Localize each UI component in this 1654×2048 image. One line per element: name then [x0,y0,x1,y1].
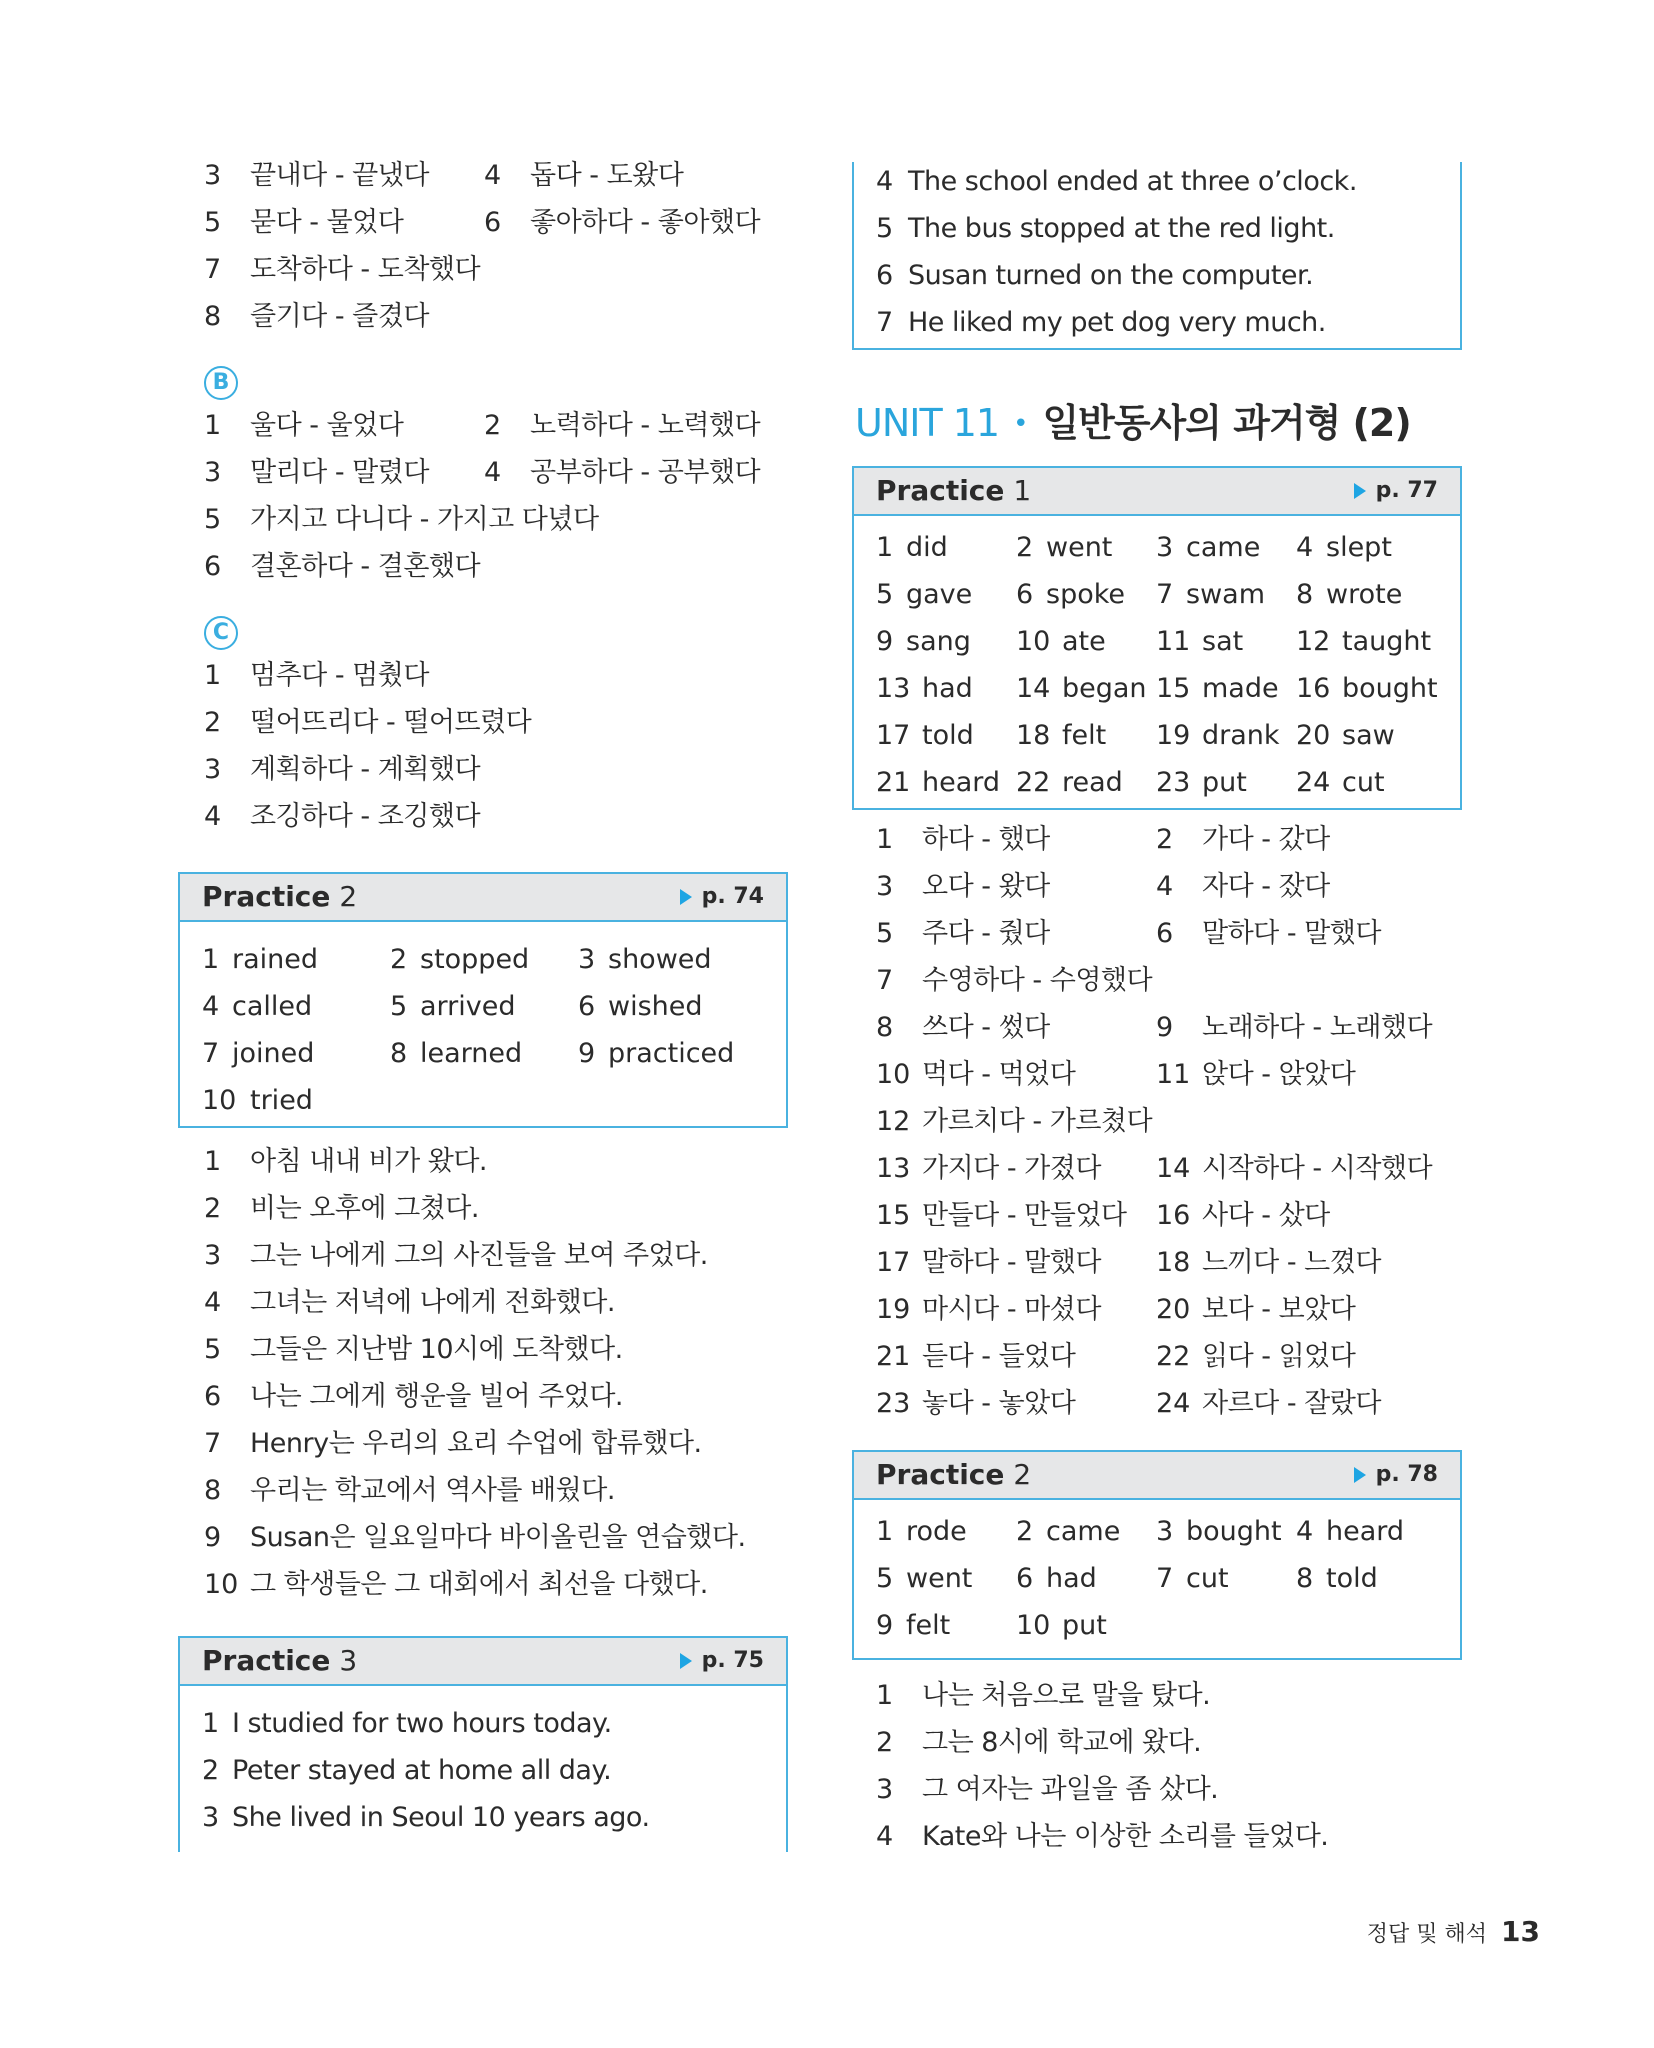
item-number: 1 [204,410,222,441]
footer-label: 정답 및 해석 [1366,1922,1488,1947]
answer-word: arrived [420,991,516,1022]
answer-word: rode [906,1516,967,1547]
answer-word: came [1046,1516,1121,1547]
item-number: 7 [876,307,894,338]
item-text: 아침 내내 비가 왔다. [250,1146,487,1177]
item-text: 그 학생들은 그 대회에서 최선을 다했다. [250,1569,708,1600]
item-number: 2 [1156,824,1174,855]
item-number: 7 [204,254,222,285]
item-text: 주다 - 줬다 [922,918,1050,949]
answer-number: 12 [1296,626,1331,657]
item-number: 24 [1156,1388,1191,1419]
answer-number: 4 [1296,1516,1314,1547]
answer-word: wrote [1326,579,1403,610]
answer-word: rained [232,944,319,975]
unit11-practice2-page-ref: p. 78 [1354,1452,1438,1498]
item-number: 4 [484,160,502,191]
play-arrow-icon [1354,483,1366,499]
item-number: 2 [484,410,502,441]
answer-number: 2 [1016,532,1034,563]
item-number: 9 [204,1522,222,1553]
item-number: 17 [876,1247,911,1278]
practice3-title: Practice 3 [202,1644,358,1677]
answer-number: 5 [876,1563,894,1594]
item-number: 13 [876,1153,911,1184]
item-number: 10 [204,1569,239,1600]
item-number: 8 [876,1012,894,1043]
answer-word: saw [1342,720,1395,751]
item-number: 3 [204,160,222,191]
answer-word: went [1046,532,1113,563]
item-text: 말리다 - 말렸다 [250,457,429,488]
item-text: I studied for two hours today. [232,1708,612,1739]
item-text: 끝내다 - 끝냈다 [250,160,429,191]
answer-number: 14 [1016,673,1051,704]
item-text: 우리는 학교에서 역사를 배웠다. [250,1475,615,1506]
answer-number: 5 [390,991,408,1022]
answer-word: practiced [608,1038,735,1069]
item-text: 읽다 - 읽었다 [1202,1341,1356,1372]
item-text: 조깅하다 - 조깅했다 [250,801,481,832]
answer-number: 6 [578,991,596,1022]
item-number: 11 [1156,1059,1191,1090]
item-text: 울다 - 울었다 [250,410,404,441]
item-text: 그들은 지난밤 10시에 도착했다. [250,1334,623,1365]
item-number: 7 [204,1428,222,1459]
item-number: 18 [1156,1247,1191,1278]
answer-number: 7 [1156,579,1174,610]
item-text: 마시다 - 마셨다 [922,1294,1101,1325]
answer-word: made [1202,673,1279,704]
item-text: 그녀는 저녁에 나에게 전화했다. [250,1287,615,1318]
answer-word: drank [1202,720,1280,751]
answer-number: 8 [1296,1563,1314,1594]
page-footer [1367,1915,1540,1948]
item-number: 6 [876,260,894,291]
item-text: 자르다 - 잘랐다 [1202,1388,1381,1419]
item-text: 쓰다 - 썼다 [922,1012,1050,1043]
item-text: 가다 - 갔다 [1202,824,1330,855]
item-text: 노래하다 - 노래했다 [1202,1012,1433,1043]
item-text: 먹다 - 먹었다 [922,1059,1076,1090]
item-number: 6 [484,207,502,238]
item-text: Susan은 일요일마다 바이올린을 연습했다. [250,1522,746,1553]
item-number: 2 [204,707,222,738]
play-arrow-icon [1354,1467,1366,1483]
answer-number: 10 [202,1085,237,1116]
answer-number: 13 [876,673,911,704]
item-text: 그는 나에게 그의 사진들을 보여 주었다. [250,1240,708,1271]
answer-number: 9 [578,1038,596,1069]
item-number: 4 [484,457,502,488]
answer-number: 11 [1156,626,1191,657]
item-text: 오다 - 왔다 [922,871,1050,902]
item-text: 사다 - 샀다 [1202,1200,1330,1231]
item-text: 수영하다 - 수영했다 [922,965,1153,996]
answer-word: wished [608,991,703,1022]
item-number: 1 [202,1708,220,1739]
item-number: 4 [876,166,894,197]
answer-number: 1 [202,944,220,975]
item-text: Kate와 나는 이상한 소리를 들었다. [922,1821,1329,1852]
answer-word: bought [1342,673,1438,704]
practice3-page-ref: p. 75 [680,1638,764,1684]
answer-number: 18 [1016,720,1051,751]
answer-number: 3 [1156,532,1174,563]
answer-number: 3 [1156,1516,1174,1547]
unit-title: UNIT 11 • 일반동사의 과거형 (2) [855,401,1411,445]
unit11-practice1-title: Practice 1 [876,474,1032,507]
answer-number: 20 [1296,720,1331,751]
item-number: 9 [1156,1012,1174,1043]
answer-number: 22 [1016,767,1051,798]
answer-word: put [1202,767,1247,798]
item-text: 놓다 - 놓았다 [922,1388,1076,1419]
item-number: 2 [876,1727,894,1758]
item-text: 하다 - 했다 [922,824,1050,855]
answer-word: went [906,1563,973,1594]
answer-number: 19 [1156,720,1191,751]
answer-word: stopped [420,944,530,975]
answer-word: came [1186,532,1261,563]
item-text: 떨어뜨리다 - 떨어뜨렸다 [250,707,532,738]
item-text: 말하다 - 말했다 [1202,918,1381,949]
answer-word: told [922,720,974,751]
answer-word: sang [906,626,971,657]
item-number: 3 [876,1774,894,1805]
answer-word: gave [906,579,973,610]
item-text: 느끼다 - 느꼈다 [1202,1247,1381,1278]
answer-word: had [922,673,973,704]
item-number: 2 [202,1755,220,1786]
item-text: 계획하다 - 계획했다 [250,754,481,785]
item-text: 도착하다 - 도착했다 [250,254,481,285]
answer-number: 2 [390,944,408,975]
item-text: 가지다 - 가졌다 [922,1153,1101,1184]
practice2-box [178,872,788,1128]
answer-word: called [232,991,313,1022]
item-text: 그 여자는 과일을 좀 샀다. [922,1774,1219,1805]
answer-number: 8 [390,1038,408,1069]
item-number: 6 [1156,918,1174,949]
item-number: 14 [1156,1153,1191,1184]
item-text: 결혼하다 - 결혼했다 [250,551,481,582]
answer-word: bought [1186,1516,1282,1547]
answer-word: told [1326,1563,1378,1594]
answer-word: cut [1186,1563,1229,1594]
section-b-label: B [204,366,238,400]
practice3-header [180,1638,786,1686]
item-number: 12 [876,1106,911,1137]
answer-word: read [1062,767,1123,798]
answer-word: put [1062,1610,1107,1641]
item-text: The bus stopped at the red light. [908,213,1335,244]
item-text: 묻다 - 물었다 [250,207,404,238]
item-number: 5 [204,207,222,238]
answer-word: spoke [1046,579,1126,610]
answer-number: 15 [1156,673,1191,704]
item-text: 나는 그에게 행운을 빌어 주었다. [250,1381,623,1412]
item-text: Susan turned on the computer. [908,260,1314,291]
item-text: 보다 - 보았다 [1202,1294,1356,1325]
answer-number: 23 [1156,767,1191,798]
item-number: 3 [204,1240,222,1271]
answer-number: 24 [1296,767,1331,798]
unit11-practice1-box [852,466,1462,810]
unit11-practice1-page-ref: p. 77 [1354,468,1438,514]
item-number: 20 [1156,1294,1191,1325]
answer-number: 10 [1016,1610,1051,1641]
answer-word: ate [1062,626,1106,657]
practice3-continued-box [852,162,1462,350]
item-number: 21 [876,1341,911,1372]
item-text: 가르치다 - 가르쳤다 [922,1106,1153,1137]
unit11-practice2-title: Practice 2 [876,1458,1032,1491]
play-arrow-icon [680,889,692,905]
answer-number: 4 [1296,532,1314,563]
item-number: 19 [876,1294,911,1325]
item-number: 1 [204,660,222,691]
answer-number: 1 [876,532,894,563]
item-number: 2 [204,1193,222,1224]
item-number: 7 [876,965,894,996]
practice3-box [178,1636,788,1852]
item-number: 4 [204,1287,222,1318]
answer-word: taught [1342,626,1432,657]
item-text: 멈추다 - 멈췄다 [250,660,429,691]
item-text: 말하다 - 말했다 [922,1247,1101,1278]
answer-word: did [906,532,948,563]
item-number: 4 [204,801,222,832]
answer-word: joined [232,1038,315,1069]
item-number: 8 [204,301,222,332]
answer-word: learned [420,1038,523,1069]
section-c-label: C [204,616,238,650]
item-number: 1 [876,1680,894,1711]
item-number: 3 [202,1802,220,1833]
item-text: 가지고 다니다 - 가지고 다녔다 [250,504,599,535]
item-number: 22 [1156,1341,1191,1372]
answer-number: 6 [1016,1563,1034,1594]
answer-number: 9 [876,626,894,657]
answer-word: swam [1186,579,1265,610]
item-number: 6 [204,1381,222,1412]
item-number: 23 [876,1388,911,1419]
item-text: 만들다 - 만들었다 [922,1200,1127,1231]
item-number: 5 [204,504,222,535]
answer-word: showed [608,944,712,975]
item-number: 3 [204,457,222,488]
item-number: 8 [204,1475,222,1506]
answer-number: 1 [876,1516,894,1547]
practice2-title: Practice 2 [202,880,358,913]
item-text: 그는 8시에 학교에 왔다. [922,1727,1202,1758]
item-number: 5 [204,1334,222,1365]
answer-number: 10 [1016,626,1051,657]
answer-word: began [1062,673,1147,704]
item-number: 1 [204,1146,222,1177]
answer-number: 7 [1156,1563,1174,1594]
item-number: 16 [1156,1200,1191,1231]
item-number: 15 [876,1200,911,1231]
page-number: 13 [1501,1915,1540,1948]
answer-word: slept [1326,532,1392,563]
answer-word: felt [1062,720,1107,751]
item-text: He liked my pet dog very much. [908,307,1326,338]
answer-word: sat [1202,626,1244,657]
answer-number: 16 [1296,673,1331,704]
answer-number: 8 [1296,579,1314,610]
item-text: 자다 - 잤다 [1202,871,1330,902]
answer-number: 5 [876,579,894,610]
item-number: 3 [204,754,222,785]
play-arrow-icon [680,1653,692,1669]
item-text: 노력하다 - 노력했다 [530,410,761,441]
item-text: 좋아하다 - 좋아했다 [530,207,761,238]
answer-word: felt [906,1610,951,1641]
practice2-header [180,874,786,922]
item-text: 공부하다 - 공부했다 [530,457,761,488]
item-text: 시작하다 - 시작했다 [1202,1153,1433,1184]
answer-word: heard [1326,1516,1405,1547]
item-number: 1 [876,824,894,855]
item-text: 비는 오후에 그쳤다. [250,1193,479,1224]
item-text: 앉다 - 앉았다 [1202,1059,1356,1090]
answer-number: 4 [202,991,220,1022]
answer-number: 2 [1016,1516,1034,1547]
unit11-practice2-box [852,1450,1462,1660]
item-text: 즐기다 - 즐겼다 [250,301,429,332]
item-text: Peter stayed at home all day. [232,1755,612,1786]
item-text: The school ended at three o’clock. [908,166,1357,197]
item-number: 4 [1156,871,1174,902]
item-number: 4 [876,1821,894,1852]
item-number: 5 [876,918,894,949]
answer-word: heard [922,767,1001,798]
item-text: She lived in Seoul 10 years ago. [232,1802,650,1833]
answer-number: 7 [202,1038,220,1069]
answer-number: 6 [1016,579,1034,610]
practice2-page-ref: p. 74 [680,874,764,920]
answer-number: 21 [876,767,911,798]
item-text: 나는 처음으로 말을 탔다. [922,1680,1211,1711]
unit11-practice2-header [854,1452,1460,1500]
answer-word: tried [250,1085,313,1116]
item-number: 5 [876,213,894,244]
answer-word: cut [1342,767,1385,798]
answer-number: 9 [876,1610,894,1641]
item-text: 돕다 - 도왔다 [530,160,684,191]
item-text: Henry는 우리의 요리 수업에 합류했다. [250,1428,702,1459]
item-number: 10 [876,1059,911,1090]
unit11-practice1-header [854,468,1460,516]
answer-word: had [1046,1563,1097,1594]
item-text: 듣다 - 들었다 [922,1341,1076,1372]
answer-number: 17 [876,720,911,751]
item-number: 3 [876,871,894,902]
item-number: 6 [204,551,222,582]
answer-number: 3 [578,944,596,975]
